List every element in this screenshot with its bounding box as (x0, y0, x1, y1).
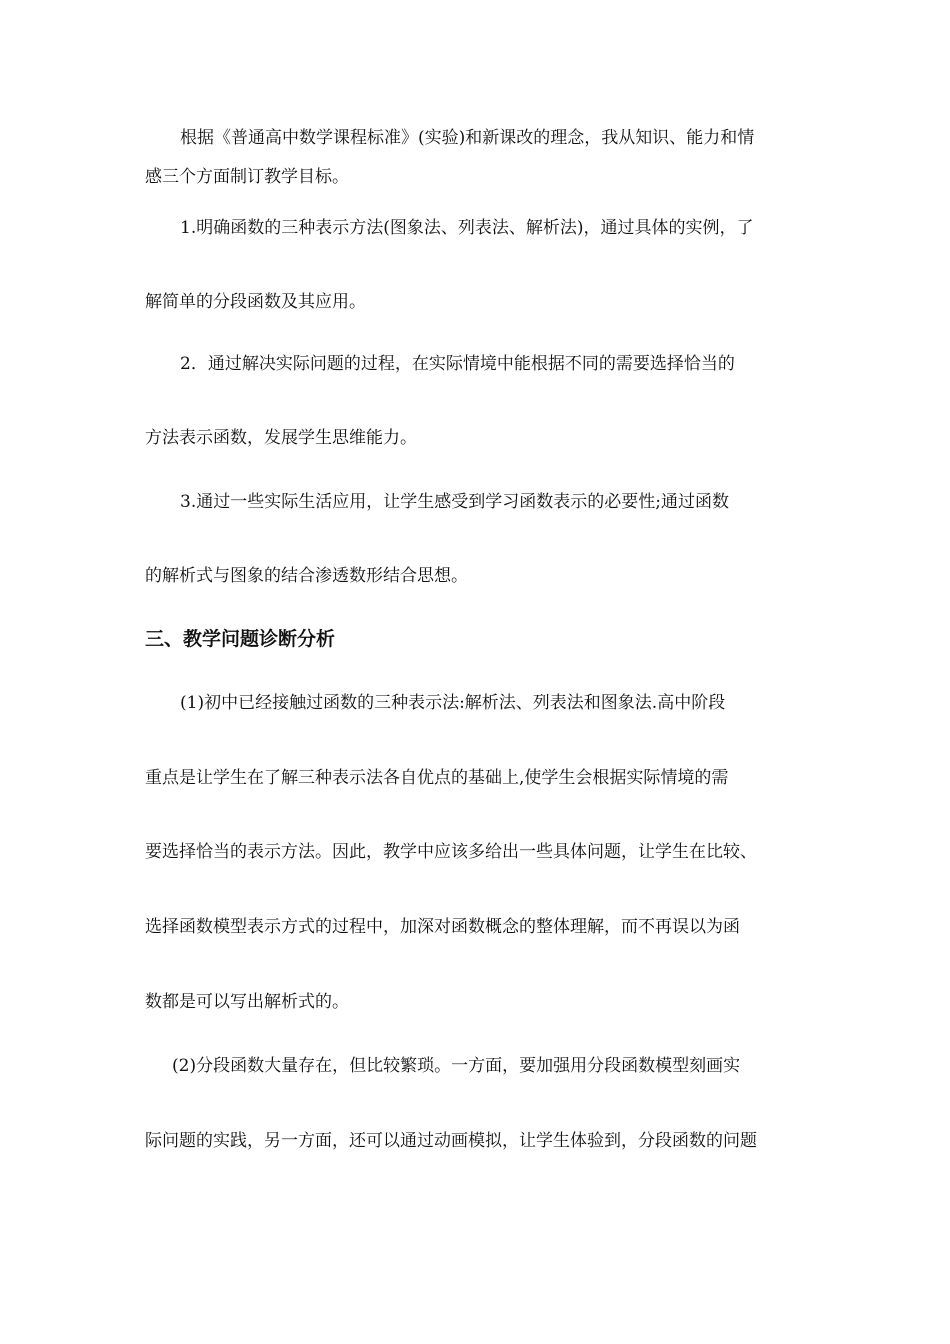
objective-2-line-2: 方法表示函数，发展学生思维能力。 (145, 428, 417, 448)
analysis-2-line-2: 际问题的实践，另一方面，还可以通过动画模拟，让学生体验到，分段函数的问题 (145, 1131, 757, 1151)
objective-3-line-1: 3.通过一些实际生活应用，让学生感受到学习函数表示的必要性;通过函数 (180, 492, 729, 512)
analysis-2-line-1: (2)分段函数大量存在，但比较繁琐。一方面，要加强用分段函数模型刻画实 (172, 1056, 741, 1076)
analysis-1-line-5: 数都是可以写出解析式的。 (145, 992, 349, 1012)
analysis-1-line-1: (1)初中已经接触过函数的三种表示法:解析法、列表法和图象法.高中阶段 (180, 693, 726, 713)
objective-1-line-1: 1.明确函数的三种表示方法(图象法、列表法、解析法)，通过具体的实例，了 (180, 218, 754, 238)
analysis-1-line-4: 选择函数模型表示方式的过程中，加深对函数概念的整体理解，而不再误以为函 (145, 917, 740, 937)
section-heading: 三、教学问题诊断分析 (145, 628, 336, 650)
objective-1-line-2: 解简单的分段函数及其应用。 (145, 292, 366, 312)
objective-2-line-1: 2．通过解决实际问题的过程，在实际情境中能根据不同的需要选择恰当的 (180, 354, 735, 374)
intro-paragraph-line-2: 感三个方面制订教学目标。 (145, 167, 349, 187)
objective-3-line-2: 的解析式与图象的结合渗透数形结合思想。 (145, 566, 468, 586)
intro-paragraph-line-1: 根据《普通高中数学课程标准》(实验)和新课改的理念，我从知识、能力和情 (180, 128, 755, 148)
analysis-1-line-3: 要选择恰当的表示方法。因此，教学中应该多给出一些具体问题，让学生在比较、 (145, 842, 757, 862)
analysis-1-line-2: 重点是让学生在了解三种表示法各自优点的基础上,使学生会根据实际情境的需 (145, 768, 729, 788)
